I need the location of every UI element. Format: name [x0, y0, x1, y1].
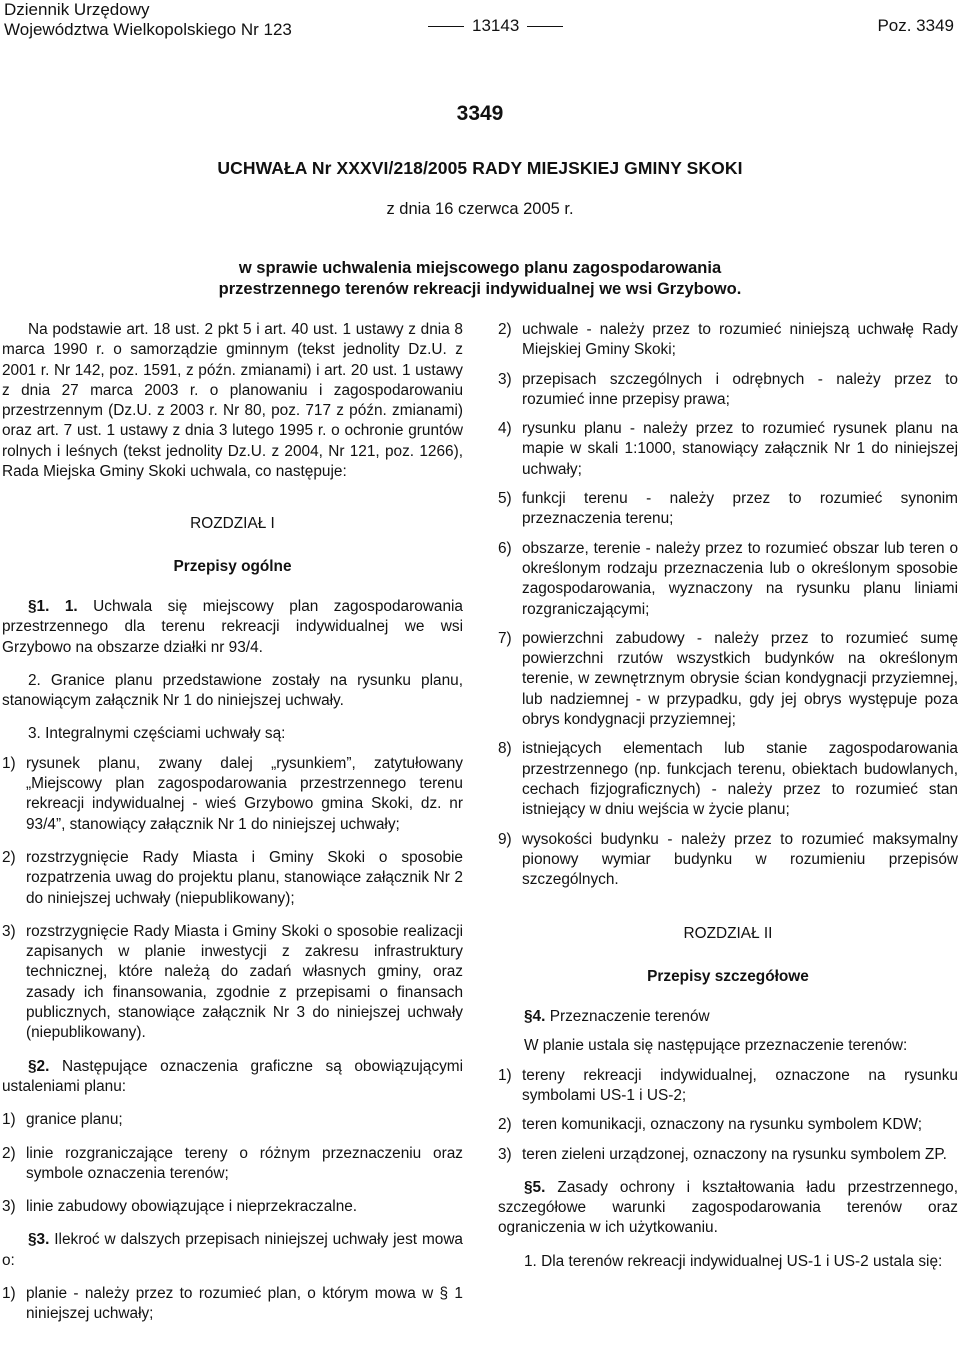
list-number: 1) [2, 1284, 16, 1302]
right-column [498, 320, 958, 1272]
dash-left [428, 26, 464, 27]
section-5-text: Zasady ochrony i kształtowania ładu przestrzennego, szczegółowe warunki zagospodarowania terenów oraz ograniczenia w ich użytkowaniu. [498, 1178, 958, 1237]
section-2-mark: §2. [28, 1057, 50, 1075]
journal-name [4, 0, 292, 40]
section-1-para-1 [2, 597, 463, 658]
section-4-heading [498, 1007, 958, 1027]
page-number-text: 13143 [472, 16, 520, 35]
list-text: funkcji terenu - należy przez to rozumieć synonim przeznaczenia terenu; [522, 490, 958, 528]
list-number: 5) [498, 490, 512, 508]
list-item [2, 1144, 463, 1185]
list-text: uchwale - należy przez to rozumieć niniejszą uchwałę Rady Miejskiej Gminy Skoki; [522, 321, 958, 359]
section-3-para [2, 1230, 463, 1271]
list-item [498, 830, 958, 891]
list-item [498, 489, 958, 530]
list-text: rysunku planu - należy przez to rozumieć rysunek planu na mapie w skali 1:1000, stanowiący załącznik Nr 1 do niniejszej uchwały; [522, 420, 958, 478]
list-item [2, 922, 463, 1044]
page-number [420, 16, 571, 36]
list-text: teren komunikacji, oznaczony na rysunku symbolem KDW; [522, 1116, 923, 1134]
list-item [498, 370, 958, 411]
list-text: planie - należy przez to rozumieć plan, o którym mowa w § 1 niniejszej uchwały; [26, 1284, 463, 1323]
list-item [498, 629, 958, 730]
dash-right [527, 26, 563, 27]
section-5-mark: §5. [524, 1178, 546, 1196]
list-number: 3) [2, 922, 16, 940]
list-number: 1) [498, 1066, 512, 1084]
left-column [2, 320, 463, 1325]
document-number: 3349 [456, 102, 504, 125]
list-number: 2) [2, 1144, 16, 1162]
section-4-intro: W planie ustala się następujące przeznaczenie terenów: [524, 1037, 908, 1055]
section-2-list [2, 1110, 463, 1217]
section-3-text: Ilekroć w dalszych przepisach niniejszej uchwały jest mowa o: [2, 1231, 463, 1269]
list-text: obszarze, terenie - należy przez to rozumieć obszar lub teren o określonym rodzaju przeznaczenia lub o określonym sposobie zagospodarowania, wyznaczony na rysunku planu liniami rozgraniczającymi; [522, 539, 958, 618]
section-1-para-2: 2. Granice planu przedstawione zostały na rysunku planu, stanowiącym załącznik Nr 1 do niniejszej uchwały. [2, 671, 463, 710]
list-text: teren zieleni urządzonej, oznaczony na rysunku symbolem ZP. [522, 1145, 947, 1163]
list-number: 2) [498, 321, 512, 338]
list-item [2, 1197, 463, 1217]
document-date: z dnia 16 czerwca 2005 r. [386, 200, 574, 218]
list-item [498, 1115, 958, 1135]
list-number: 7) [498, 629, 512, 647]
list-text: linie rozgraniczające tereny o różnym przeznaczeniu oraz symbole oznaczenia terenów; [26, 1144, 463, 1182]
preamble: Na podstawie art. 18 ust. 2 pkt 5 i art. 40 ust. 1 ustawy z dnia 8 marca 1990 r. o samorządzie gminnym (tekst jednolity Dz.U. z 2001 r. Nr 142, poz. 1591, z późn. zmianami) i art. 20 ust. 1 ustawy z dnia 27 marca 2003 r. o planowaniu i zagospodarowaniu przestrzennym (Dz.U. z 2003 r. Nr 80, poz. 717 z późn. zmianami) oraz art. 7 ust. 1 ustawy z dnia 3 lutego 1995 r. o ochronie gruntów rolnych i leśnych (tekst jednolity Dz.U. z 2004, Nr 121, poz. 1266), Rada Miejska Gminy Skoki uchwala, co następuje: [2, 321, 463, 481]
section-2-para [2, 1057, 463, 1098]
section-1-para-1-text: Uchwala się miejscowy plan zagospodarowania przestrzennego dla terenu rekreacji indywidualnej we wsi Grzybowo na obszarze działki nr 93/4. [2, 597, 463, 656]
section-4-title: Przeznaczenie terenów [549, 1008, 710, 1026]
list-number: 3) [498, 370, 512, 388]
chapter-2-title: Przepisy szczegółowe [647, 967, 809, 985]
list-text: rozstrzygnięcie Rady Miasta i Gminy Skoki o sposobie realizacji zapisanych w planie inwestycji z zakresu infrastruktury technicznej, które należą do zadań własnych gminy, oraz zasady ich finansowania, zgodnie z przepisami o finansach publicznych, stanowiące załącznik Nr 3 do niniejszej uchwały (niepublikowany). [26, 922, 463, 1042]
list-number: 6) [498, 539, 512, 557]
list-number: 3) [498, 1145, 512, 1163]
list-text: granice planu; [26, 1111, 123, 1129]
list-text: rysunek planu, zwany dalej „rysunkiem”, zatytułowany „Miejscowy plan zagospodarowania przestrzennego terenu rekreacji indywidualnej - wieś Grzybowo gmina Skoki, dz. nr 93/4”, stanowiący załącznik Nr 1 do niniejszej uchwały; [26, 754, 463, 833]
section-4-list [498, 1066, 958, 1165]
list-text: wysokości budynku - należy przez to rozumieć maksymalny pionowy wymiar budynku w rozumieniu przepisów szczególnych. [522, 830, 958, 889]
list-number: 3) [2, 1198, 16, 1216]
journal-name-line2: Województwa Wielkopolskiego Nr 123 [4, 20, 292, 39]
chapter-2-heading: ROZDZIAŁ II [683, 925, 773, 943]
subject-line1: w sprawie uchwalenia miejscowego planu zagospodarowania [238, 259, 722, 277]
list-item [498, 320, 958, 361]
section-2-text: Następujące oznaczenia graficzne są obowiązującymi ustaleniami planu: [2, 1057, 463, 1095]
list-text: tereny rekreacji indywidualnej, oznaczone na rysunku symbolami US-1 i US-2; [522, 1066, 958, 1104]
list-item [2, 754, 463, 835]
list-number: 4) [498, 420, 512, 438]
list-text: przepisach szczególnych i odrębnych - należy przez to rozumieć inne przepisy prawa; [522, 370, 958, 408]
list-number: 1) [2, 754, 16, 772]
section-3-mark: §3. [28, 1231, 50, 1249]
list-text: powierzchni zabudowy - należy przez to rozumieć sumę powierzchni rzutów wszystkich budynków na określonym terenie, w zewnętrznym obrysie ścian kondygnacji przyziemnej, lub nadziemnej - w przypadku, gdy jej obrys występuje poza obrys kondygnacji przyziemnej; [522, 629, 958, 729]
document-subject [0, 258, 960, 300]
section-5-point-1: 1. Dla terenów rekreacji indywidualnej US-1 i US-2 ustala się: [524, 1252, 943, 1270]
list-number: 2) [2, 848, 16, 866]
section-4-mark: §4. [524, 1008, 546, 1026]
list-item [498, 739, 958, 820]
list-number: 9) [498, 830, 512, 848]
position-number: Poz. 3349 [877, 16, 954, 35]
list-number: 1) [2, 1111, 16, 1129]
section-3-list [2, 1284, 463, 1325]
list-item [498, 419, 958, 480]
section-1-mark: §1. 1. [28, 597, 78, 615]
section-1-para-3: 3. Integralnymi częściami uchwały są: [28, 725, 286, 743]
document-title: UCHWAŁA Nr XXXVI/218/2005 RADY MIEJSKIEJ GMINY SKOKI [217, 158, 743, 178]
chapter-1-title: Przepisy ogólne [173, 557, 292, 575]
list-text: rozstrzygnięcie Rady Miasta i Gminy Skoki o sposobie rozpatrzenia uwag do projektu planu, stanowiące załącznik Nr 2 do niniejszej uchwały (niepublikowany); [26, 848, 463, 907]
subject-line2: przestrzennego terenów rekreacji indywidualnej we wsi Grzybowo. [218, 280, 742, 298]
list-text: linie zabudowy obowiązujące i nieprzekraczalne. [26, 1198, 358, 1216]
section-5-para [498, 1178, 958, 1239]
list-number: 2) [498, 1116, 512, 1134]
list-item [498, 539, 958, 620]
list-item [498, 1066, 958, 1107]
list-item [2, 1284, 463, 1325]
journal-name-line1: Dziennik Urzędowy [4, 0, 150, 19]
list-item [2, 1110, 463, 1130]
list-number: 8) [498, 740, 512, 758]
section-3-list-continued [498, 320, 958, 890]
chapter-1-heading: ROZDZIAŁ I [190, 515, 275, 533]
section-1-list [2, 754, 463, 1044]
list-item [2, 848, 463, 909]
list-item [498, 1145, 958, 1165]
list-text: istniejących elementach lub stanie zagospodarowania przestrzennego (np. funkcjach terenu, obiektach budowlanych, cechach fizjograficznych) - należy przez to rozumieć stan istniejący w dniu wejścia w życie planu; [522, 740, 958, 819]
